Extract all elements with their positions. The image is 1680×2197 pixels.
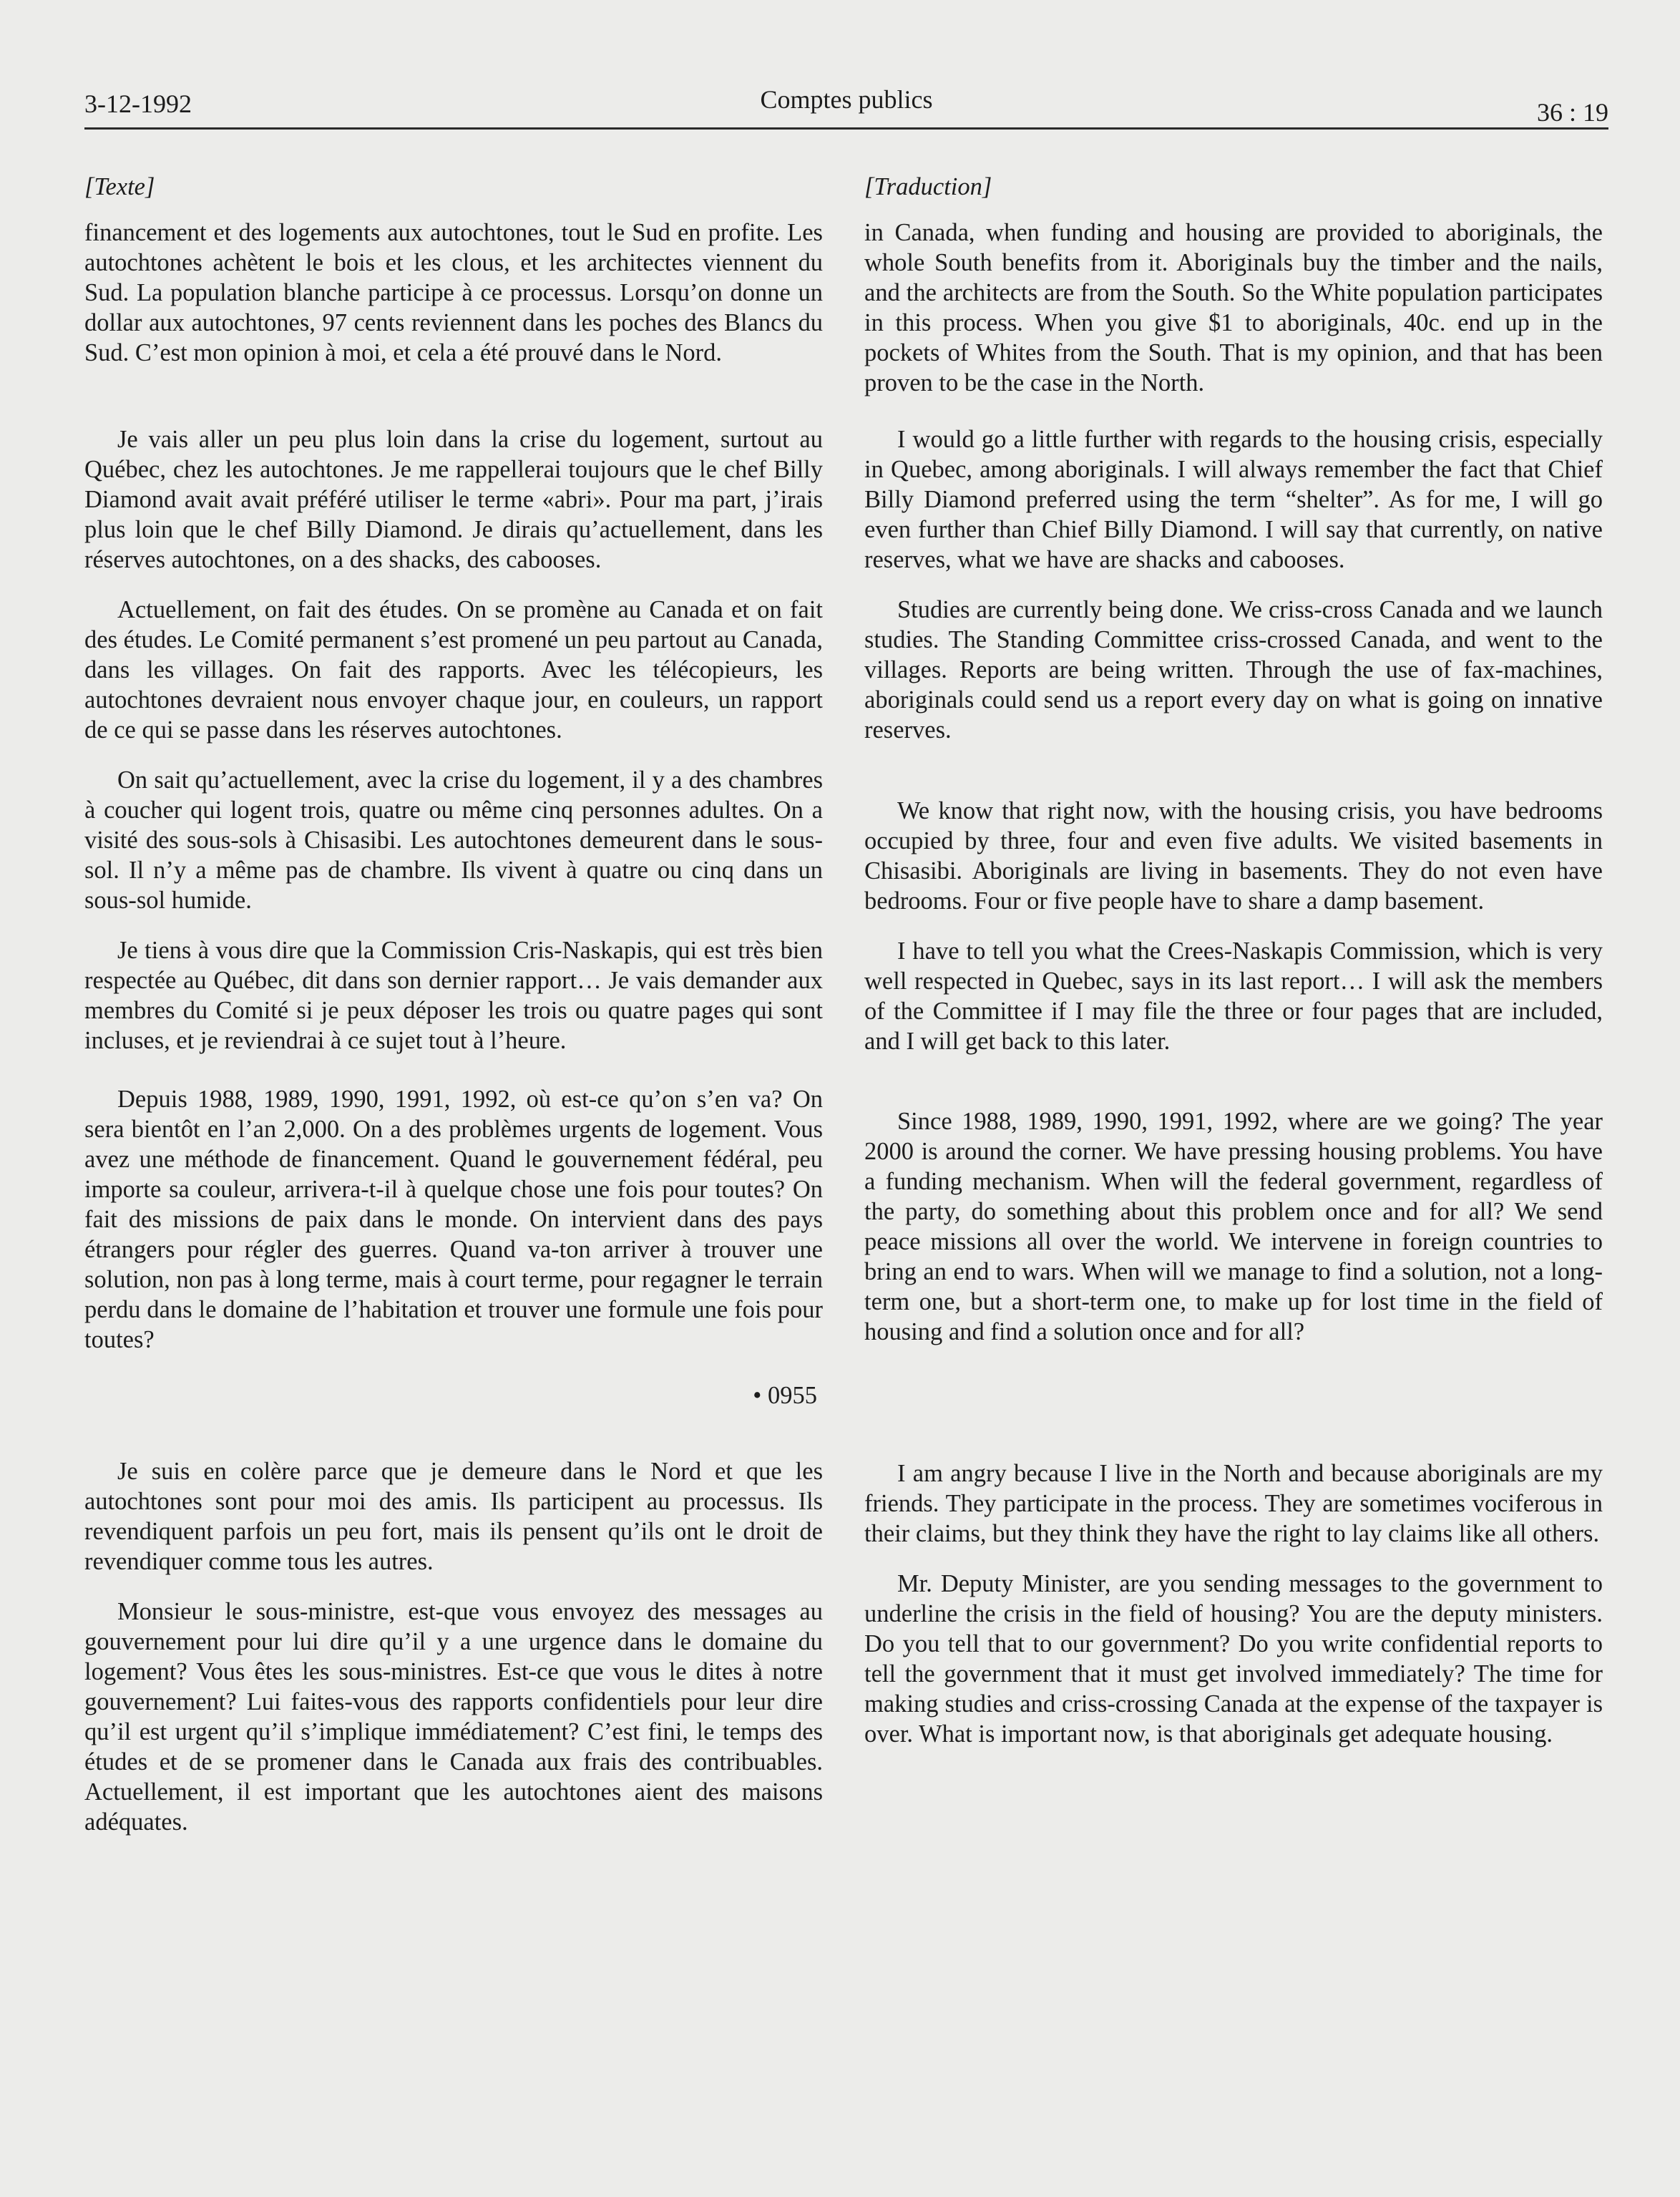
english-column bbox=[864, 172, 1603, 1749]
header-rule bbox=[84, 127, 1608, 130]
column-label: [Traduction] bbox=[864, 173, 992, 200]
paragraph: I am angry because I live in the North and because aboriginals are my friends. They participate in the process. They are sometimes vociferous in their claims, but they think they have the right to lay claims like all others. bbox=[864, 1460, 1603, 1547]
column-label: [Texte] bbox=[84, 173, 155, 200]
paragraph: Since 1988, 1989, 1990, 1991, 1992, where are we going? The year 2000 is around the corner. We have pressing housing problems. You have a funding mechanism. When will the federal government, regardless of the party, do something about this problem once and for all? We send peace missions all over the world. We intervene in foreign countries to bring an end to wars. When will we manage to find a solution, not a long-term one, but a short-term one, to make up for lost time in the field of housing and find a solution once and for all? bbox=[864, 1108, 1603, 1345]
paragraph: Mr. Deputy Minister, are you sending messages to the government to underline the crisis in the field of housing? You are the deputy ministers. Do you tell that to our government? Do you write confidential reports to tell the government that it must get involved immediately? The time for making studies and criss-crossing Canada at the expense of the taxpayer is over. What is important now, is that aboriginals get adequate housing. bbox=[864, 1570, 1603, 1748]
paragraph: I would go a little further with regards to the housing crisis, especially in Quebec, among aboriginals. I will always remember the fact that Chief Billy Diamond preferred using the term “shelter”. As for me, I will go even further than Chief Billy Diamond. I will say that currently, on native reserves, what we have are shacks and cabooses. bbox=[864, 426, 1603, 573]
paragraph: Actuellement, on fait des études. On se promène au Canada et on fait des études. Le Comité permanent s’est promené un peu partout au Canada, dans les villages. On fait des rapports. Avec les télécopieurs, les autochtones devraient nous envoyer chaque jour, en couleurs, un rapport de ce qui se passe dans les réserves autochtones. bbox=[84, 596, 823, 744]
header-title: Comptes publics bbox=[760, 85, 933, 114]
header-date: 3-12-1992 bbox=[84, 89, 192, 118]
paragraph: Je tiens à vous dire que la Commission Cris-Naskapis, qui est très bien respectée au Québec, dit dans son dernier rapport… Je vais demander aux membres du Comité si je peux déposer les trois ou quatre pages qui sont incluses, et je reviendrai à ce sujet tout à l’heure. bbox=[84, 937, 823, 1054]
paragraph: On sait qu’actuellement, avec la crise du logement, il y a des chambres à coucher qui logent trois, quatre ou même cinq personnes adultes. On a visité des sous-sols à Chisasibi. Les autochtones demeurent dans le sous-sol. Il n’y a même pas de chambre. Ils vivent à quatre ou cinq dans un sous-sol humide. bbox=[84, 766, 823, 914]
paragraph: I have to tell you what the Crees-Naskapis Commission, which is very well respected in Quebec, says in its last report… I will ask the members of the Committee if I may file the three or four pages that are included, and I will get back to this later. bbox=[864, 937, 1603, 1055]
paragraph: Studies are currently being done. We criss-cross Canada and we launch studies. The Standing Committee criss-crossed Canada, and went to the villages. Reports are being written. Through the use of fax-machines, aboriginals could send us a report every day on what is going on innative reserves. bbox=[864, 596, 1603, 744]
time-marker: • 0955 bbox=[753, 1382, 817, 1409]
paragraph: Je suis en colère parce que je demeure dans le Nord et que les autochtones sont pour moi des amis. Ils participent au processus. Ils revendiquent parfois un peu fort, mais ils pensent qu’ils ont le droit de revendiquer comme tous les autres. bbox=[84, 1458, 823, 1575]
page-header bbox=[84, 84, 1608, 127]
header-page-number: 36 : 19 bbox=[1536, 98, 1608, 127]
paragraph: Monsieur le sous-ministre, est-que vous envoyez des messages au gouvernement pour lui dire qu’il y a une urgence dans le domaine du logement? Vous êtes les sous-ministres. Est-ce que vous le dites à notre gouvernement? Lui faites-vous des rapports confidentiels pour leur dire qu’il est urgent qu’il s’implique immédiatement? C’est fini, le temps des études et de se promener dans le Canada aux frais des contribuables. Actuellement, il est important que les autochtones aient des maisons adéquates. bbox=[84, 1598, 823, 1836]
paragraph: Je vais aller un peu plus loin dans la crise du logement, surtout au Québec, chez les autochtones. Je me rappellerai toujours que le chef Billy Diamond avait avait préféré utiliser le terme «abri». Pour ma part, j’irais plus loin que le chef Billy Diamond. Je dirais qu’actuellement, dans les réserves autochtones, on a des shacks, des cabooses. bbox=[84, 426, 823, 573]
paragraph: financement et des logements aux autochtones, tout le Sud en profite. Les autochtones achètent le bois et les clous, et les architectes viennent du Sud. La population blanche participe à ce processus. Lorsqu’on donne un dollar aux autochtones, 97 cents reviennent dans les poches des Blancs du Sud. C’est mon opinion à moi, et cela a été prouvé dans le Nord. bbox=[84, 219, 823, 366]
paragraph: Depuis 1988, 1989, 1990, 1991, 1992, où est-ce qu’on s’en va? On sera bientôt en l’an 2,000. On a des problèmes urgents de logement. Vous avez une méthode de financement. Quand le gouvernement fédéral, peu importe sa couleur, arrivera-t-il à quelque chose une fois pour toutes? On fait des missions de paix dans le monde. On intervient dans des pays étrangers pour régler des guerres. Quand va-ton arriver à trouver une solution, non pas à long terme, mais à court terme, pour regagner le terrain perdu dans le domaine de l’habitation et trouver une formule une fois pour toutes? bbox=[84, 1086, 823, 1353]
paragraph: in Canada, when funding and housing are provided to aboriginals, the whole South benefits from it. Aboriginals buy the timber and the nails, and the architects are from the South. So the White population participates in this process. When you give $1 to aboriginals, 40c. end up in the pockets of Whites from the South. That is my opinion, and that has been proven to be the case in the North. bbox=[864, 219, 1603, 396]
french-column bbox=[84, 172, 823, 1837]
paragraph: We know that right now, with the housing crisis, you have bedrooms occupied by three, four and even five adults. We visited basements in Chisasibi. Aboriginals are living in basements. They do not even have bedrooms. Four or five people have to share a damp basement. bbox=[864, 797, 1603, 915]
